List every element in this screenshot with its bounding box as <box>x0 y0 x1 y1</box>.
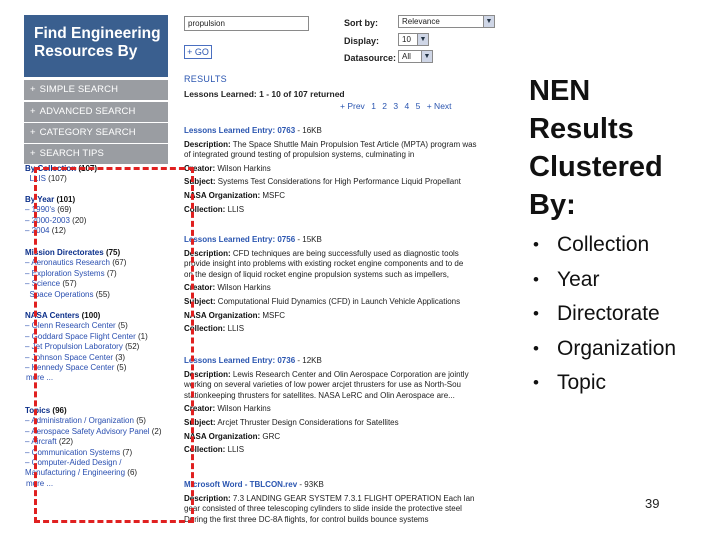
subject-value: Computational Fluid Dynamics (CFD) in Launch Vehicle Applications <box>217 296 461 306</box>
title-line: Results <box>529 113 634 145</box>
bullet-icon: • <box>533 304 539 323</box>
facet-item-count: (6) <box>127 468 138 478</box>
facet-item-label: Exploration Systems <box>31 268 105 278</box>
description-text: CFD techniques are being successfully used as diagnostic tools <box>232 248 459 258</box>
bullet-item <box>533 332 676 367</box>
facet-item-label: Johnson Space Center <box>31 352 114 362</box>
bullet-item <box>533 263 676 298</box>
facet-item[interactable]: – Johnson Space Center (3) <box>25 352 126 362</box>
facet-item-label: Computer-Aided Design / Manufacturing / Engineering <box>25 458 126 478</box>
plus-icon: + <box>30 106 36 117</box>
go-button[interactable]: + GO <box>184 45 212 59</box>
result-title-text: Lessons Learned Entry: 0756 <box>184 235 296 244</box>
chevron-down-icon: ▼ <box>483 16 494 27</box>
facet-item[interactable]: – 1990's (69) <box>25 205 72 215</box>
facet-item[interactable]: – Computer-Aided Design / Manufacturing / Engineering (6) <box>25 458 138 478</box>
facet-item[interactable]: – Goddard Space Flight Center (1) <box>25 331 148 341</box>
facet-count: (107) <box>78 164 98 173</box>
bullet-text: Year <box>557 267 600 291</box>
bullet-item <box>533 366 676 401</box>
facet-item-count: (5) <box>117 321 128 331</box>
more-link[interactable]: more ... <box>26 373 54 383</box>
facet-item[interactable]: – Aircraft (22) <box>25 437 74 447</box>
facet-item[interactable]: – Kennedy Space Center (5) <box>25 363 127 373</box>
facet-item-label: Communication Systems <box>31 447 121 457</box>
creator-value: Wilson Harkins <box>217 163 271 173</box>
facet-item-count: (12) <box>51 226 66 236</box>
result-entry <box>184 356 496 456</box>
facet-item-label: 1990's <box>31 205 55 215</box>
facet-item-label: Goddard Space Flight Center <box>31 331 136 341</box>
facet-item-label: Glenn Research Center <box>31 321 116 331</box>
facet-item-count: (2) <box>151 426 162 436</box>
bullet-text: Directorate <box>557 302 660 325</box>
facet-count: (96) <box>52 406 67 415</box>
description-text: Lewis Research Center and Olin Aerospace Corporation are jointly <box>232 369 469 379</box>
description-text: gear consisted of three telescoping cylinders to slide inside the protective steel <box>184 504 462 514</box>
bullet-text: Organization <box>557 336 677 360</box>
prev-link[interactable]: + Prev <box>340 101 365 111</box>
facet-item-label: Space Operations <box>29 289 94 299</box>
sort-label: Sort by: <box>344 18 379 28</box>
facet-item-label: Administration / Organization <box>31 416 134 426</box>
creator-value: Wilson Harkins <box>217 404 271 414</box>
title-line: Clustered <box>529 151 663 183</box>
plus-icon: + <box>30 148 36 159</box>
facet-item-label: Science <box>31 279 61 289</box>
description-text: of integrated ground testing of propulsion systems, culminating in <box>184 150 415 160</box>
more-link[interactable]: more ... <box>26 478 54 488</box>
bullet-icon: • <box>533 235 539 254</box>
category-search-button[interactable] <box>24 123 168 143</box>
facet-item-count: (67) <box>112 258 127 268</box>
bullet-icon: • <box>533 269 539 289</box>
page-link[interactable]: 2 <box>382 101 388 111</box>
facet-item-count: (107) <box>48 174 67 184</box>
result-size: - 93KB <box>299 480 324 489</box>
facet-item-count: (3) <box>115 352 126 362</box>
bullet-icon: • <box>533 373 539 392</box>
chevron-down-icon: ▼ <box>417 34 428 45</box>
plus-icon: + <box>30 127 36 138</box>
facet-item-label: 2000-2003 <box>31 215 70 225</box>
facet-title: Mission Directorates <box>25 248 104 257</box>
advanced-search-button[interactable] <box>24 102 168 122</box>
creator-label: Creator: <box>184 163 216 173</box>
facet-highlight-box <box>31 167 194 523</box>
display-label: Display: <box>344 36 380 46</box>
facet-item[interactable]: – Communication Systems (7) <box>25 447 133 457</box>
facet-item[interactable]: – Aerospace Safety Advisory Panel (2) <box>25 426 162 436</box>
facet-title: By Year <box>25 195 55 204</box>
result-entry <box>184 126 496 215</box>
collection-value: LLIS <box>227 445 245 455</box>
collection-value: LLIS <box>227 204 245 214</box>
search-input[interactable] <box>184 16 309 31</box>
creator-value: Wilson Harkins <box>217 283 271 293</box>
facet-item-count: (1) <box>137 331 148 341</box>
nav-label: SIMPLE SEARCH <box>39 84 119 95</box>
facet-item[interactable]: – Jet Propulsion Laboratory (52) <box>25 342 140 352</box>
description-label: Description: <box>184 248 231 258</box>
facet-item-label: Aircraft <box>31 437 57 447</box>
result-size: - 12KB <box>297 356 322 365</box>
collection-label: Collection: <box>184 324 226 334</box>
results-count: Lessons Learned: 1 - 10 of 107 returned <box>184 89 345 99</box>
result-entry <box>184 480 496 525</box>
facet-item[interactable]: – 2004 (12) <box>25 226 66 236</box>
description-text: provide insight into problems with existing rocket engine components and to de <box>184 259 464 269</box>
facet-item-count: (57) <box>62 279 77 289</box>
title-line: NEN <box>529 75 591 107</box>
nav-label: ADVANCED SEARCH <box>39 106 136 117</box>
creator-label: Creator: <box>184 404 216 414</box>
description-text: The Space Shuttle Main Propulsion Test Article (MPTA) program was <box>232 139 477 149</box>
sort-select[interactable] <box>398 15 495 28</box>
plus-icon: + <box>30 84 36 95</box>
facet-item[interactable]: – Exploration Systems (7) <box>25 268 117 278</box>
screenshot <box>22 12 496 526</box>
facet-item-count: (5) <box>116 363 127 373</box>
nav-label: SEARCH TIPS <box>39 148 104 159</box>
facet-item-count: (7) <box>106 268 117 278</box>
facet-item-count: (22) <box>58 437 74 447</box>
result-size: - 15KB <box>297 235 322 244</box>
datasource-value: All <box>402 52 411 61</box>
result-title-text: Microsoft Word - TBLCON.rev <box>184 480 298 489</box>
description-label: Description: <box>184 493 231 503</box>
datasource-select[interactable] <box>398 50 433 63</box>
facet-item-label: Aeronautics Research <box>31 258 110 268</box>
simple-search-button[interactable] <box>24 80 168 100</box>
facet-item-count: (52) <box>125 342 140 352</box>
description-text: stationkeeping thrusters for satellites. NASA LeRC and Olin Aerospace are... <box>184 390 455 400</box>
org-label: NASA Organization: <box>184 190 261 200</box>
subject-value: Arcjet Thruster Design Considerations for Satellites <box>217 417 399 427</box>
bullet-text: Collection <box>557 233 650 256</box>
result-title-text: Lessons Learned Entry: 0736 <box>184 356 296 365</box>
collection-value: LLIS <box>227 324 245 334</box>
chevron-down-icon: ▼ <box>421 51 432 62</box>
result-title[interactable] <box>184 126 496 137</box>
facet-item[interactable]: – Science (57) <box>25 279 77 289</box>
facet-item-label: 2004 <box>31 226 50 236</box>
bullet-item <box>533 297 676 332</box>
description-text: working on several varieties of low power arcjet thrusters for use as North-Sou <box>184 380 462 390</box>
title-line: By: <box>529 189 576 221</box>
collection-label: Collection: <box>184 204 226 214</box>
subject-label: Subject: <box>184 296 216 306</box>
creator-label: Creator: <box>184 283 216 293</box>
facet-title: By Collection <box>25 164 77 173</box>
description-text: 7.3 LANDING GEAR SYSTEM 7.3.1 FLIGHT OPERATION Each lan <box>232 493 475 503</box>
subject-label: Subject: <box>184 417 216 427</box>
search-tips-button[interactable] <box>24 144 168 164</box>
pager <box>340 101 456 111</box>
subject-label: Subject: <box>184 177 216 187</box>
page-link[interactable]: 5 <box>415 101 421 111</box>
org-label: NASA Organization: <box>184 310 261 320</box>
facet-item[interactable]: – Administration / Organization (5) <box>25 416 146 426</box>
bullet-icon: • <box>533 338 539 358</box>
description-text: on the design of liquid rocket engine propulsion systems such as impellers, <box>184 269 450 279</box>
facet-item-label: Kennedy Space Center <box>31 363 115 373</box>
description-text: During the first three DC-8A flights, for control builds bounce systems <box>184 514 429 524</box>
result-title[interactable] <box>184 235 496 246</box>
org-value: MSFC <box>262 190 286 200</box>
facet-count: (75) <box>105 248 121 257</box>
facet-item-count: (20) <box>72 215 87 225</box>
bullet-text: Topic <box>557 371 607 394</box>
facet-count: (101) <box>56 195 76 204</box>
nav-label: CATEGORY SEARCH <box>39 127 136 138</box>
org-label: NASA Organization: <box>184 431 261 441</box>
facet-item[interactable]: – Glenn Research Center (5) <box>25 321 128 331</box>
facet-item-count: (55) <box>95 289 110 299</box>
facet-item-count: (7) <box>122 447 133 457</box>
result-title[interactable] <box>184 480 496 491</box>
next-link[interactable]: + Next <box>426 101 452 111</box>
facet-title: Topics <box>25 406 51 415</box>
display-value: 10 <box>402 35 411 44</box>
facet-item-count: (5) <box>136 416 146 426</box>
description-label: Description: <box>184 369 231 379</box>
result-entry <box>184 235 496 335</box>
facet-item-label: Aerospace Safety Advisory Panel <box>31 426 150 436</box>
facet-count: (100) <box>81 311 101 320</box>
page-link[interactable]: 3 <box>393 101 399 111</box>
description-label: Description: <box>184 139 231 149</box>
facet-title: NASA Centers <box>25 311 80 320</box>
brand-header: Find Engineering Resources By <box>24 15 168 77</box>
facet-item-label: LLIS <box>29 174 46 184</box>
facet-item-label: Jet Propulsion Laboratory <box>31 342 123 352</box>
page-number: 39 <box>645 496 660 511</box>
subject-value: Systems Test Considerations for High Performance Liquid Propellant <box>217 177 461 187</box>
results-header: RESULTS <box>184 74 227 84</box>
sort-value: Relevance <box>402 17 440 26</box>
facet-item-count: (69) <box>57 205 72 215</box>
slide-title <box>529 72 663 224</box>
collection-label: Collection: <box>184 445 226 455</box>
facet-item[interactable]: – 2000-2003 (20) <box>25 215 87 225</box>
org-value: MSFC <box>262 310 286 320</box>
page-link[interactable]: 4 <box>404 101 410 111</box>
facet-item[interactable]: – Aeronautics Research (67) <box>25 258 127 268</box>
page-link[interactable]: 1 <box>371 101 376 111</box>
bullet-item <box>533 228 676 263</box>
datasource-label: Datasource: <box>344 53 397 63</box>
display-select[interactable] <box>398 33 429 46</box>
result-size: - 16KB <box>297 126 322 135</box>
result-title[interactable] <box>184 356 496 367</box>
bullet-list <box>533 228 676 401</box>
result-title-text: Lessons Learned Entry: 0763 <box>184 126 296 135</box>
org-value: GRC <box>262 431 281 441</box>
